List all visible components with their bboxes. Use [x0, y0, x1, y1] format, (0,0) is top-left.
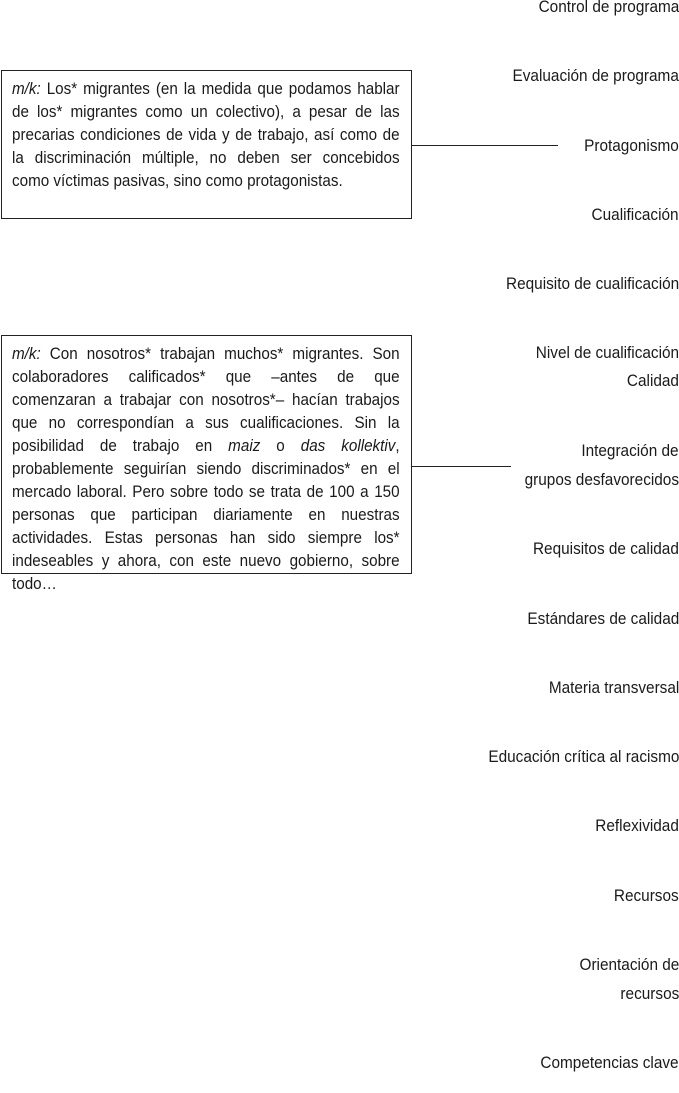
term-orientacion-de: Orientación de	[579, 956, 679, 974]
term-control-de-programa: Control de programa	[538, 0, 679, 16]
term-requisito-de-cualificacion: Requisito de cualificación	[505, 275, 679, 293]
term-grupos-desfavorecidos: grupos desfavorecidos	[524, 471, 679, 489]
term-evaluacion-de-programa: Evaluación de programa	[512, 67, 679, 85]
term-cualificacion: Cualificación	[592, 206, 679, 224]
term-calidad: Calidad	[626, 372, 679, 390]
term-educacion-critica-al-racismo: Educación crítica al racismo	[487, 748, 679, 766]
term-materia-transversal: Materia transversal	[548, 679, 679, 697]
org-name-das-kollektiv: das kollektiv	[300, 437, 396, 455]
term-requisitos-de-calidad: Requisitos de calidad	[533, 540, 679, 558]
quote-box-integracion	[1, 335, 412, 593]
term-estandares-de-calidad: Estándares de calidad	[527, 610, 679, 628]
term-protagonismo: Protagonismo	[584, 137, 679, 155]
org-name-maiz: maiz	[228, 437, 261, 455]
term-recursos-2: recursos	[620, 985, 679, 1003]
term-competencias-clave: Competencias clave	[540, 1054, 679, 1072]
connector-line-protagonismo	[411, 145, 558, 146]
connector-line-integracion	[411, 466, 511, 467]
quote-box-protagonismo	[1, 70, 412, 219]
quote-speaker: m/k:	[12, 80, 41, 98]
quote-text: , probablemente seguirían siendo discriminados* en el mercado laboral. Pero sobre todo se trata de 100 a 150 personas que participan diariamente en nuestras actividades. Estas personas han sido siempre los* indeseables y ahora, con este nuevo gobierno, sobre todo…	[12, 437, 400, 593]
quote-text: Con nosotros* trabajan muchos* migrantes. Son colaboradores calificados* que –antes de que comenzaran a trabajar con nosotros*– hacían trabajos que no correspondían a sus cualificaciones. Sin la posibilidad de trabajo en	[12, 345, 400, 455]
term-integracion-de: Integración de	[581, 442, 679, 460]
quote-text: Los* migrantes (en la medida que podamos hablar de los* migrantes como un colectivo), a pesar de las precarias condiciones de vida y de trabajo, así como de la discriminación múltiple, no deben ser concebidos como víctimas pasivas, sino como protagonistas.	[12, 80, 400, 190]
quote-text: o	[260, 437, 301, 455]
quote-speaker: m/k:	[12, 345, 41, 363]
term-nivel-de-cualificacion: Nivel de cualificación	[535, 344, 679, 362]
term-recursos: Recursos	[614, 887, 679, 905]
term-reflexividad: Reflexividad	[595, 817, 679, 835]
